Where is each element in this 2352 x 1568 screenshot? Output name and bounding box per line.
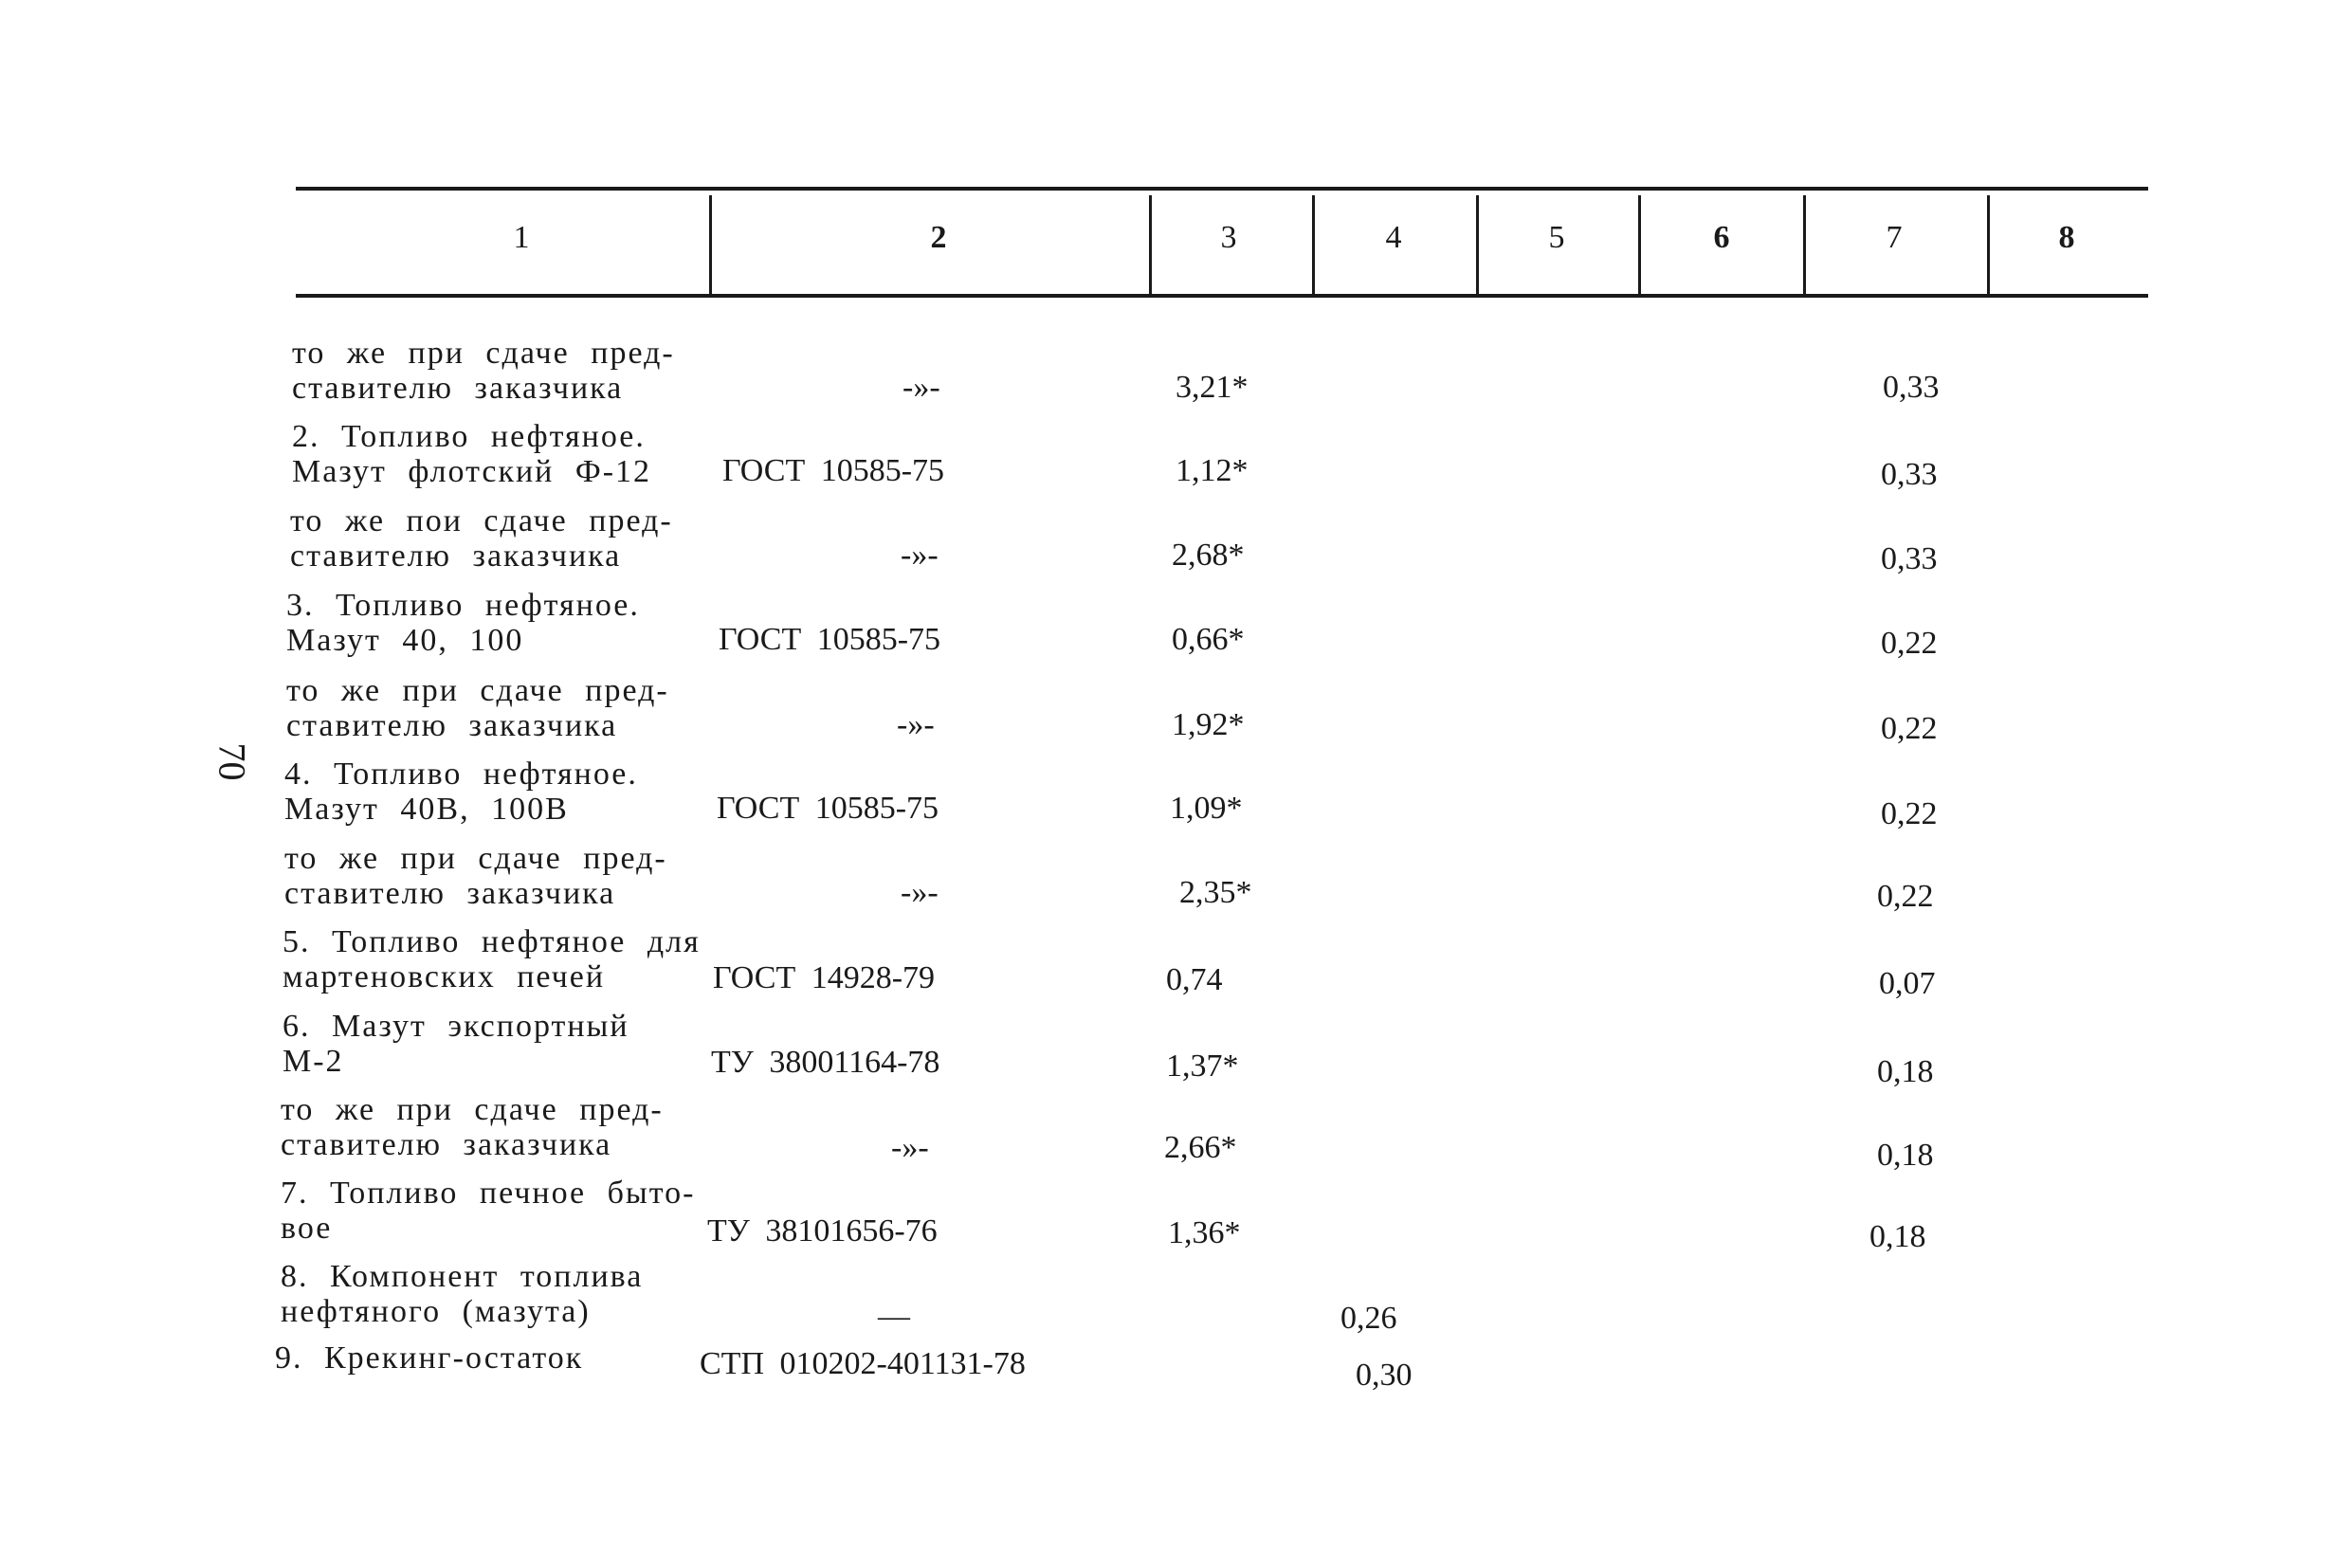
standard-cell: ТУ 38001164-78 bbox=[711, 1045, 940, 1080]
page-number: 70 bbox=[210, 742, 254, 781]
value-col3-cell: 1,92* bbox=[1172, 707, 1245, 742]
value-col3-cell: 2,66* bbox=[1164, 1130, 1237, 1165]
value-col7-cell: 0,22 bbox=[1881, 711, 1938, 746]
column-header-4: 4 bbox=[1385, 220, 1402, 255]
value-col4-cell: 0,26 bbox=[1340, 1301, 1397, 1336]
standard-cell: ГОСТ 10585-75 bbox=[719, 622, 941, 657]
product-name-cell: то же при сдаче пред- ставителю заказчика bbox=[292, 336, 675, 406]
column-divider bbox=[1803, 195, 1806, 294]
column-header-3: 3 bbox=[1220, 220, 1237, 255]
product-name-cell: 7. Топливо печное быто- вое bbox=[281, 1176, 696, 1246]
column-divider bbox=[1149, 195, 1152, 294]
value-col7-cell: 0,18 bbox=[1877, 1138, 1934, 1173]
value-col7-cell: 0,22 bbox=[1881, 796, 1938, 831]
standard-cell: ГОСТ 10585-75 bbox=[722, 453, 945, 488]
value-col3-cell: 3,21* bbox=[1176, 370, 1249, 405]
standard-cell: -»- bbox=[901, 538, 939, 573]
standard-cell: ГОСТ 14928-79 bbox=[713, 960, 936, 995]
value-col4-cell: 0,30 bbox=[1356, 1358, 1413, 1393]
product-name-cell: то же при сдаче пред- ставителю заказчика bbox=[284, 841, 667, 911]
value-col3-cell: 1,36* bbox=[1168, 1215, 1241, 1250]
product-name-cell: 3. Топливо нефтяное. Мазут 40, 100 bbox=[286, 588, 640, 658]
product-name-cell: 6. Мазут экспортный М-2 bbox=[283, 1009, 629, 1079]
value-col3-cell: 0,66* bbox=[1172, 622, 1245, 657]
standard-cell: — bbox=[878, 1299, 910, 1334]
product-name-cell: 4. Топливо нефтяное. Мазут 40В, 100В bbox=[284, 757, 638, 827]
standard-cell: ГОСТ 10585-75 bbox=[717, 791, 939, 826]
product-name-cell: то же пои сдаче пред- ставителю заказчика bbox=[290, 503, 673, 574]
column-header-1: 1 bbox=[513, 220, 530, 255]
standard-cell: -»- bbox=[897, 707, 935, 742]
value-col3-cell: 1,37* bbox=[1166, 1048, 1239, 1084]
value-col7-cell: 0,07 bbox=[1879, 966, 1936, 1001]
column-divider bbox=[709, 195, 712, 294]
product-name-cell: 5. Топливо нефтяное для мартеновских печей bbox=[283, 924, 701, 994]
value-col7-cell: 0,22 bbox=[1877, 879, 1934, 914]
column-divider bbox=[1312, 195, 1315, 294]
column-header-8: 8 bbox=[2058, 220, 2075, 255]
product-name-cell: то же при сдаче пред- ставителю заказчика bbox=[281, 1092, 664, 1162]
standard-cell: ТУ 38101656-76 bbox=[707, 1213, 938, 1249]
value-col7-cell: 0,18 bbox=[1877, 1054, 1934, 1089]
column-header-7: 7 bbox=[1886, 220, 1903, 255]
standard-cell: -»- bbox=[901, 875, 939, 910]
value-col3-cell: 1,12* bbox=[1176, 453, 1249, 488]
column-header-6: 6 bbox=[1713, 220, 1730, 255]
product-name-cell: 9. Крекинг-остаток bbox=[275, 1340, 584, 1376]
table-header-bottom-rule bbox=[296, 294, 2148, 298]
column-header-2: 2 bbox=[930, 220, 947, 255]
standard-cell: -»- bbox=[903, 370, 940, 405]
value-col3-cell: 2,35* bbox=[1179, 875, 1252, 910]
product-name-cell: 2. Топливо нефтяное. Мазут флотский Ф-12 bbox=[292, 419, 652, 489]
value-col7-cell: 0,33 bbox=[1883, 370, 1940, 405]
value-col7-cell: 0,18 bbox=[1869, 1219, 1926, 1254]
product-name-cell: 8. Компонент топлива нефтяного (мазута) bbox=[281, 1259, 644, 1329]
standard-cell: СТП 010202-401131-78 bbox=[700, 1346, 1026, 1381]
column-divider bbox=[1987, 195, 1990, 294]
column-divider bbox=[1476, 195, 1479, 294]
value-col3-cell: 1,09* bbox=[1170, 791, 1243, 826]
value-col3-cell: 0,74 bbox=[1166, 962, 1223, 997]
column-divider bbox=[1638, 195, 1641, 294]
value-col7-cell: 0,33 bbox=[1881, 457, 1938, 492]
column-header-5: 5 bbox=[1548, 220, 1565, 255]
table-top-rule bbox=[296, 187, 2148, 191]
standard-cell: -»- bbox=[891, 1130, 929, 1165]
product-name-cell: то же при сдаче пред- ставителю заказчика bbox=[286, 673, 669, 743]
value-col7-cell: 0,22 bbox=[1881, 626, 1938, 661]
value-col3-cell: 2,68* bbox=[1172, 538, 1245, 573]
value-col7-cell: 0,33 bbox=[1881, 541, 1938, 576]
